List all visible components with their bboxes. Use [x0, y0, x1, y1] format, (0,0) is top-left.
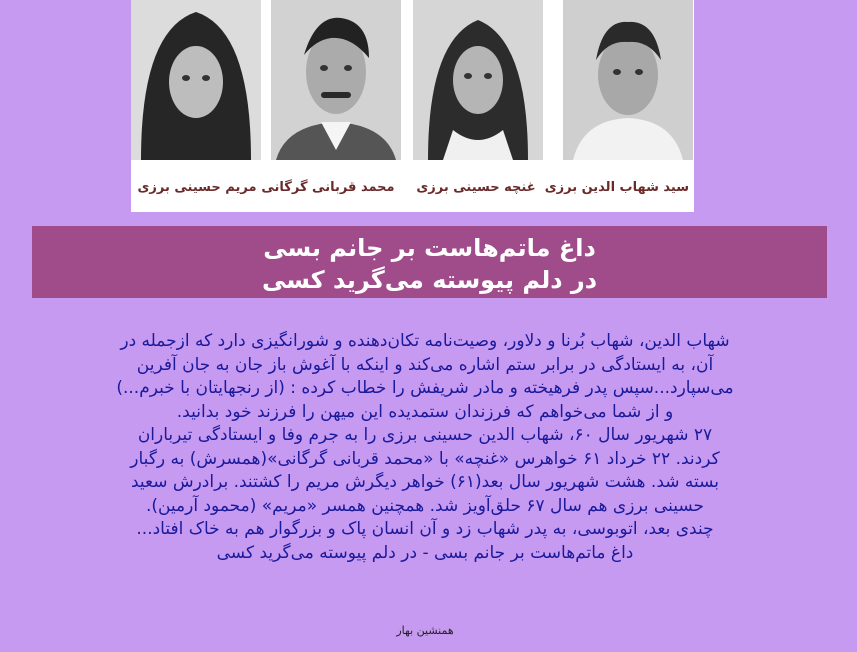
body-line: بسته شد. هشت شهریور سال بعد(۶۱) خواهر دیگرش مریم را کشتند. برادرش سعید [130, 472, 720, 492]
body-text [0, 330, 850, 565]
portrait-photo [413, 0, 543, 160]
photo-caption: محمد قربانی گرگانی [261, 180, 395, 195]
body-line: کردند. ۲۲ خرداد ۶۱ خواهرس «غنچه» با «محمد قربانی گرگانی»(همسرش) به رگبار [130, 448, 720, 469]
body-line: ۲۷ شهریور سال ۶۰، شهاب الدین حسینی برزی را به جرم وفا و ایستادگی تیرباران [137, 425, 713, 445]
portrait-photo [563, 0, 693, 160]
body-line: و از شما می‌خواهم که فرزندان ستمدیده این میهن را فرزند خود بدانید. [176, 401, 674, 422]
photo-strip [131, 0, 694, 212]
body-line: آن، به ایستادگی در برابر ستم اشاره می‌کند و اینکه با آغوش باز جان به جان آفرین [136, 354, 714, 375]
body-line: داغ ماتم‌هاست بر جانم بسی - در دلم پیوسته می‌گرید کسی [216, 542, 634, 563]
photo-caption: سید شهاب الدین برزی [544, 180, 689, 195]
banner-line: در دلم پیوسته می‌گرید کسی [261, 266, 598, 294]
body-line: حسینی برزی هم سال ۶۷ حلق‌آویز شد. همچنین همسر «مریم» (محمود آرمین). [145, 495, 705, 516]
body-line: می‌سپارد...سپس پدر فرهیخته و مادر شریفش را خطاب کرده : (از رنجهایتان با خبرم...) [116, 378, 734, 398]
verse-banner [32, 226, 827, 298]
body-line: چندی بعد، اتوبوسی، به پدر شهاب زد و آن انسان پاک و بزرگوار هم به خاک افتاد... [136, 519, 714, 539]
portrait-photo [131, 0, 261, 160]
photo-caption: مریم حسینی برزی [137, 180, 257, 195]
portrait-photo [271, 0, 401, 160]
photo-caption: غنچه حسینی برزی [416, 180, 536, 195]
body-line: شهاب الدین، شهاب بُرنا و دلاور، وصیت‌نامه تکان‌دهنده و شورانگیزی دارد که ازجمله در [120, 331, 730, 351]
banner-line: داغ ماتم‌هاست بر جانم بسی [263, 234, 596, 262]
signature: همنشین بهار [396, 624, 454, 637]
